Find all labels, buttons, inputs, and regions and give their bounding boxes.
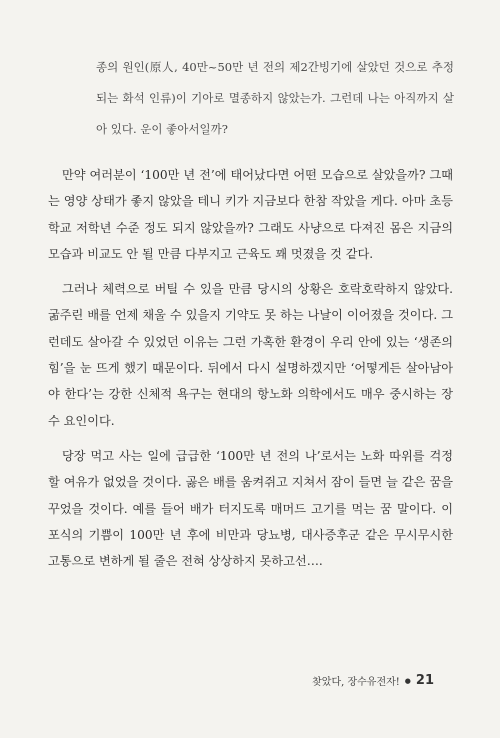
running-title: 찾았다, 장수유전자! [312,677,400,688]
paragraph-3: 당장 먹고 사는 일에 급급한 ‘100만 년 전의 나’로서는 노화 따위를 걱정할 여유가 없었을 것이다. 곯은 배를 움켜쥐고 지쳐서 잠이 들면 늘 같은 꿈을 꾸었을 것이다. 예를 들어 배가 터지도록 매머드 고기를 먹는 꿈 말이다. 이 포식의 기쁨이 100만 년 후에 비만과 당뇨병, 대사증후군 같은 무시무시한 고통으로 변하게 될 줄은 전혀 상상하지 못하고선…. [48,448,453,569]
paragraph-2: 그러나 체력으로 버틸 수 있을 만큼 당시의 상황은 호락호락하지 않았다. 굶주린 배를 언제 채울 수 있을지 기약도 못 하는 나날이 이어졌을 것이다. 그런데도 살아갈 수 있었던 이유는 그런 가혹한 환경이 우리 안에 있는 ‘생존의 힘’을 눈 뜨게 했기 때문이다. 뒤에서 다시 설명하겠지만 ‘어떻게든 살아남아야 한다’는 강한 신체적 욕구는 현대의 항노화 의학에서도 매우 중시하는 장수 요인이다. [48,282,453,428]
page-number: 21 [415,673,434,688]
page-footer [312,673,434,688]
quote-text: 종의 원인(原人, 40만~50만 년 전의 제2간빙기에 살았던 것으로 추정되는 화석 인류)이 기아로 멸종하지 않았는가. 그런데 나는 아직까지 살아 있다. 운이 좋아서일까? [96,60,454,136]
paragraph-1: 만약 여러분이 ‘100만 년 전’에 태어났다면 어떤 모습으로 살았을까? 그때는 영양 상태가 좋지 않았을 테니 키가 지금보다 한참 작았을 게다. 아마 초등학교 저학년 수준 정도 되지 않았을까? 그래도 사냥으로 다져진 몸은 지금의 모습과 비교도 안 될 만큼 다부지고 근육도 꽤 멋졌을 것 같다. [48,168,453,261]
separator-dot-icon: ● [404,676,411,685]
quote-block [96,52,454,145]
body-text [48,162,453,583]
